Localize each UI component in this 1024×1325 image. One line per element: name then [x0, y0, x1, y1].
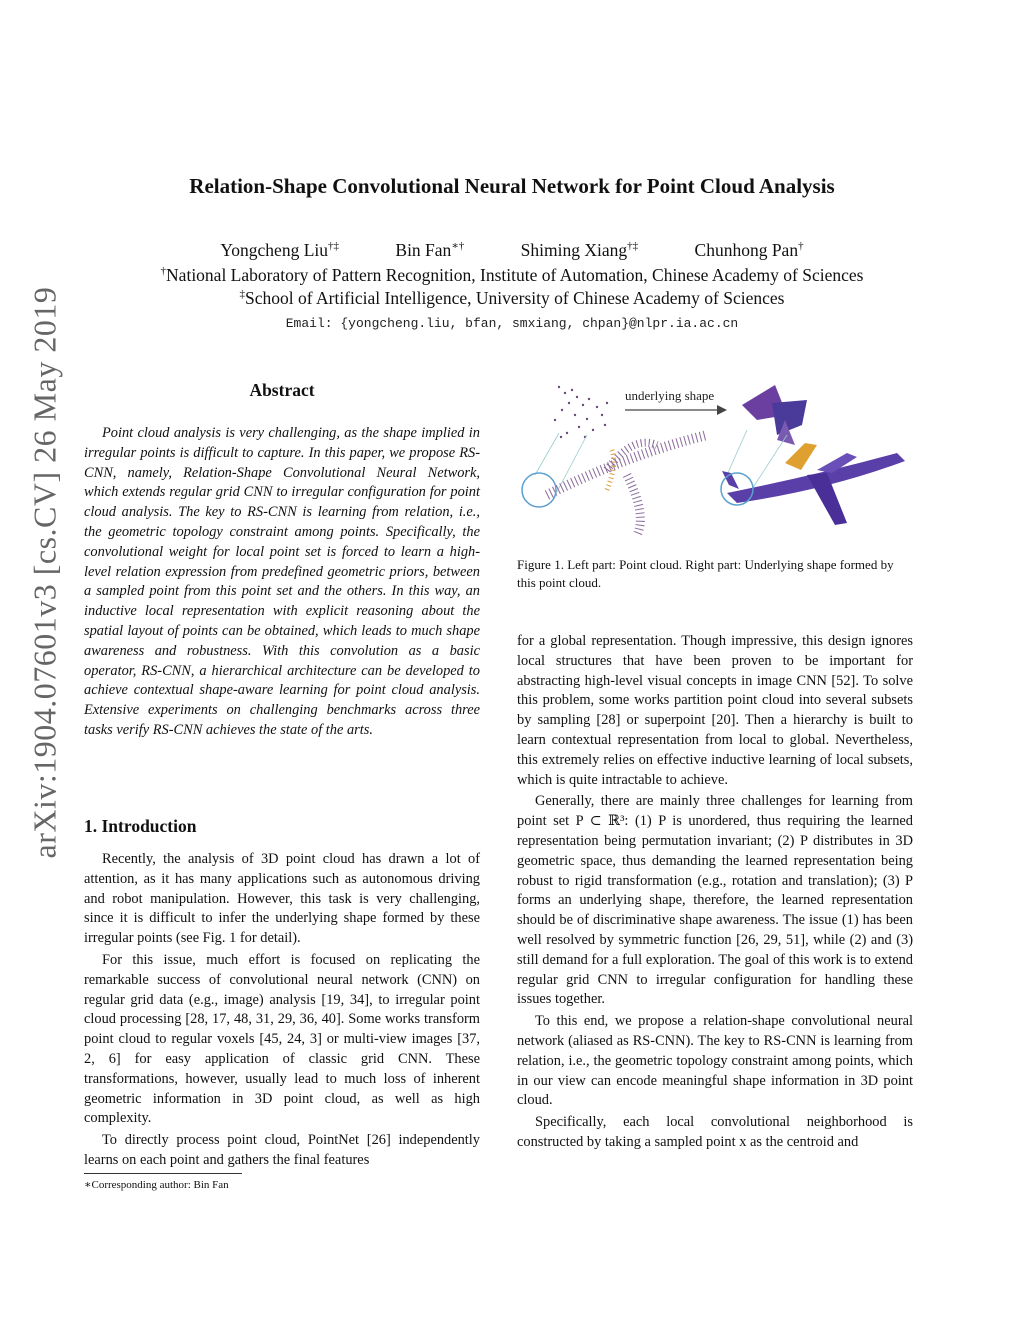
right-p3: To this end, we propose a relation-shape convolutional neural network (aliased as RS-CNN). The key to RS-CNN is learning from relation, i.e., the geometric topology constraint among points, which in our view can encode meaningful shape information in 3D point cloud. — [517, 1013, 913, 1109]
author-list — [0, 240, 1024, 261]
zoom-circle-left — [522, 473, 556, 507]
affiliation-1: †National Laboratory of Pattern Recognition, Institute of Automation, Chinese Academy of Sciences — [160, 265, 864, 285]
footnote: ∗Corresponding author: Bin Fan — [84, 1179, 229, 1191]
arrow-icon — [717, 405, 727, 415]
author-1: Yongcheng Liu†‡ — [220, 240, 340, 260]
affiliation-2: ‡School of Artificial Intelligence, University of Chinese Academy of Sciences — [239, 288, 785, 308]
point-cloud-plane — [547, 435, 707, 535]
figure-1-caption: Figure 1. Left part: Point cloud. Right part: Underlying shape formed by this point cloud. — [517, 557, 894, 590]
right-p1: for a global representation. Though impressive, this design ignores local structures that have been proven to be important for abstracting high-level visual concepts in image CNN [52]. To solve this problem, some works partition point cloud into several subsets by sampling [28] or superpoint [20]. Then a hierarchy is built to learn contextual representation from local to global. Nevertheless, this extremely relies on effective inductive learning of local subsets, which is quite intractable to achieve. — [517, 633, 913, 788]
intro-text — [84, 850, 480, 1171]
right-p2: Generally, there are mainly three challenges for learning from point set P ⊂ ℝ³: (1) P is unordered, thus requiring the learned representation being permutation invariant; (2) P distributes in 3D geometric space, thus demanding the learned representation being robust to rigid transformation (e.g., rotation and translation); (3) P forms an underlying shape, therefore, the learned representation should be of discriminative shape awareness. The issue (1) has been well resolved by symmetric function [26, 29, 51], while (2) and (3) still demand for a full exploration. The goal of this work is to extend regular grid CNN to irregular configuration for handling these issues together. — [517, 793, 913, 1008]
abstract-text: Point cloud analysis is very challenging, as the shape implied in irregular points is difficult to capture. In this paper, we propose RS-CNN, namely, Relation-Shape Convolutional Neural Network, which extends regular grid CNN to irregular configuration for point cloud analysis. The key to RS-CNN is learning from relation, i.e., the geometric topology constraint among points. Specifically, the convolutional weight for local point set is forced to learn a high-level relation expression from predefined geometric priors, between a sampled point from this point set and the others. In this way, an inductive local representation with explicit reasoning about the spatial layout of points can be obtained, which leads to much shape awareness and robustness. With this convolution as a basic operator, RS-CNN, a hierarchical architecture can be developed to achieve contextual shape-aware learning for point cloud analysis. Extensive experiments on challenging benchmarks across three tasks verify RS-CNN achieves the state of the arts. — [84, 425, 480, 738]
author-4: Chunhong Pan† — [694, 240, 804, 260]
intro-heading: 1. Introduction — [84, 816, 197, 836]
intro-p2: For this issue, much effort is focused on replicating the remarkable success of convolutional neural network (CNN) on regular grid data (e.g., image) analysis [19, 34], to irregular point cloud processing [28, 17, 48, 31, 29, 36, 40]. Some works transform point cloud to regular voxels [45, 24, 3] or multi-view images [37, 2, 6] for easy application of classic grid CNN. These transformations, however, usually lead to much loss of inherent geometric information in 3D point cloud, as well as high complexity. — [84, 951, 480, 1127]
intro-p1: Recently, the analysis of 3D point cloud has drawn a lot of attention, as it has many applications such as autonomous driving and robot manipulation. However, this task is very challenging, since it is difficult to infer the underlying shape formed by these irregular points (see Fig. 1 for detail). — [84, 851, 480, 947]
arxiv-watermark: arXiv:1904.07601v3 [cs.CV] 26 May 2019 — [26, 286, 63, 859]
underlying-shape-label: underlying shape — [625, 388, 715, 403]
underlying-shape-plane — [722, 443, 905, 525]
footnote-rule — [84, 1173, 242, 1174]
author-3: Shiming Xiang†‡ — [520, 240, 639, 260]
author-2: Bin Fan∗† — [395, 240, 465, 260]
figure-1 — [517, 375, 913, 545]
point-cloud-zoom — [554, 386, 608, 438]
underlying-shape-zoom — [742, 385, 807, 445]
right-column-text — [517, 632, 913, 1153]
abstract-heading: Abstract — [249, 380, 315, 400]
right-p4: Specifically, each local convolutional neighborhood is constructed by taking a sampled point x as the centroid and — [517, 1114, 913, 1150]
paper-title: Relation-Shape Convolutional Neural Network for Point Cloud Analysis — [189, 174, 835, 198]
email-line: Email: {yongcheng.liu, bfan, smxiang, chpan}@nlpr.ia.ac.cn — [285, 316, 739, 331]
intro-p3: To directly process point cloud, PointNet [26] independently learns on each point and gathers the final features — [84, 1132, 480, 1168]
